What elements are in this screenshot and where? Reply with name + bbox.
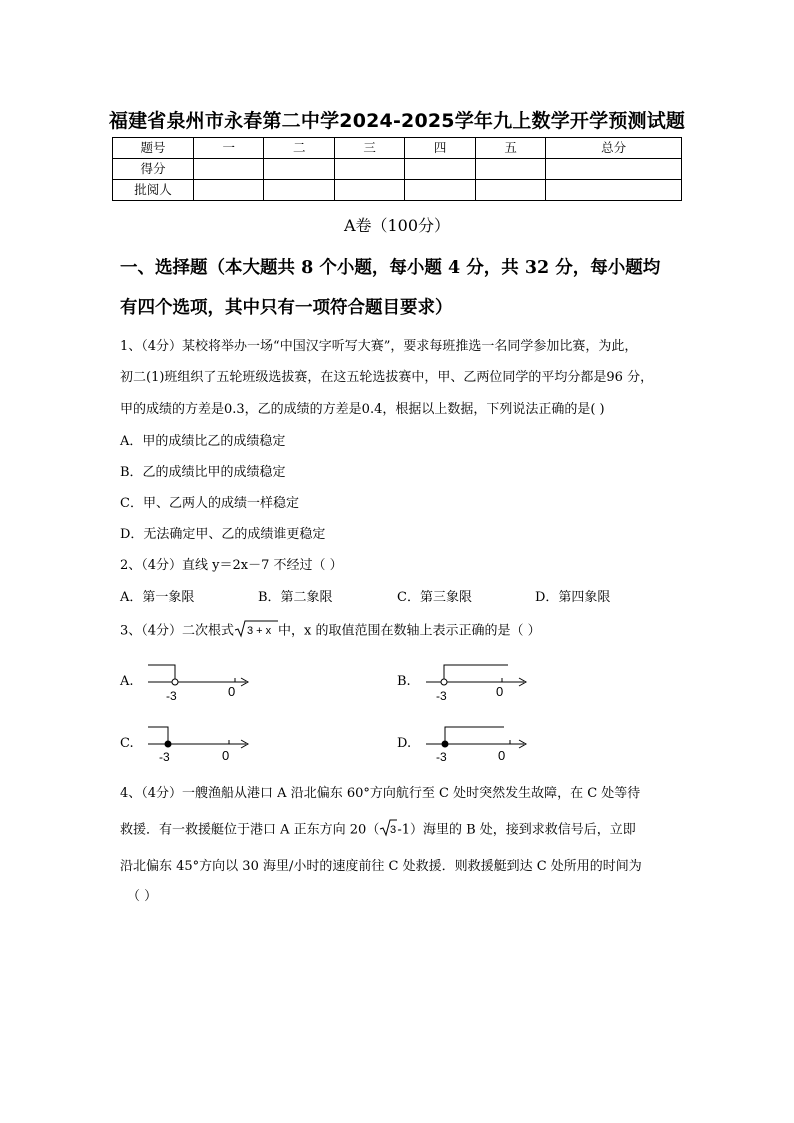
q1-line3: 甲的成绩的方差是0.3，乙的成绩的方差是0.4，根据以上数据，下列说法正确的是( ) xyxy=(120,402,605,417)
score-table-header xyxy=(113,138,682,159)
q1-option-c: C．甲、乙两人的成绩一样稳定 xyxy=(120,496,299,511)
q2-option-c: C．第三象限 xyxy=(397,590,472,605)
table-cell: 题号 xyxy=(113,138,194,159)
section-heading-line1: 一、选择题（本大题共 8 个小题，每小题 4 分，共 32 分，每小题均 xyxy=(120,258,661,278)
table-cell xyxy=(334,180,404,201)
q4-line4: （ ） xyxy=(127,889,158,904)
table-cell xyxy=(264,180,334,201)
q4-line2-pre: 救援．有一救援艇位于港口 A 正东方向 20（ xyxy=(120,822,380,838)
table-cell xyxy=(334,159,404,180)
table-cell: 四 xyxy=(405,138,475,159)
q3-stem-post: 中，x 的取值范围在数轴上表示正确的是（ ） xyxy=(278,623,541,639)
svg-text:0: 0 xyxy=(496,684,504,699)
table-cell: 总分 xyxy=(546,138,682,159)
svg-text:3 + x: 3 + x xyxy=(247,625,272,637)
score-table xyxy=(112,137,682,201)
number-line-b xyxy=(418,660,538,705)
svg-text:-3: -3 xyxy=(166,689,177,703)
table-cell: 二 xyxy=(264,138,334,159)
svg-text:0: 0 xyxy=(228,684,236,699)
table-cell xyxy=(194,180,264,201)
sqrt-3-plus-x xyxy=(234,619,278,643)
q2-option-d: D．第四象限 xyxy=(535,590,611,605)
q4-line1: 4、（4分）一艘渔船从港口 A 沿北偏东 60°方向航行至 C 处时突然发生故障，在 C 处等待 xyxy=(120,786,641,801)
q1-option-d: D．无法确定甲、乙的成绩谁更稳定 xyxy=(120,527,326,542)
table-row xyxy=(113,159,682,180)
table-cell xyxy=(264,159,334,180)
q1-line2: 初二(1)班组织了五轮班级选拔赛，在这五轮选拔赛中，甲、乙两位同学的平均分都是96 分， xyxy=(120,370,654,385)
q2-stem: 2、（4分）直线 y＝2x－7 不经过（ ） xyxy=(120,558,343,573)
q3-option-a-label: A. xyxy=(120,674,134,689)
q2-option-a: A．第一象限 xyxy=(120,590,195,605)
q3-option-b-label: B. xyxy=(397,674,411,689)
sqrt-3 xyxy=(379,818,397,842)
q3-option-d-label: D. xyxy=(397,736,412,751)
table-cell: 得分 xyxy=(113,159,194,180)
q4-line2 xyxy=(120,818,636,842)
table-cell: 三 xyxy=(334,138,404,159)
svg-text:-3: -3 xyxy=(436,689,447,703)
number-line-d xyxy=(418,722,538,767)
table-cell: 批阅人 xyxy=(113,180,194,201)
svg-text:0: 0 xyxy=(222,748,230,763)
svg-text:3: 3 xyxy=(390,824,397,836)
q3-option-c-label: C. xyxy=(120,736,134,751)
table-cell: 一 xyxy=(194,138,264,159)
section-subtitle: A卷（100分） xyxy=(343,216,451,235)
table-cell xyxy=(546,159,682,180)
table-row xyxy=(113,180,682,201)
svg-text:0: 0 xyxy=(498,748,506,763)
table-cell xyxy=(475,159,545,180)
table-cell: 五 xyxy=(475,138,545,159)
q1-line1: 1、（4分）某校将举办一场“中国汉字听写大赛”，要求每班推选一名同学参加比赛，为此， xyxy=(120,339,638,354)
q4-line3: 沿北偏东 45°方向以 30 海里/小时的速度前往 C 处救援．则救援艇到达 C 处所用的时间为 xyxy=(120,859,642,874)
q4-line2-post: -1）海里的 B 处，接到求救信号后，立即 xyxy=(397,822,636,838)
q1-option-b: B．乙的成绩比甲的成绩稳定 xyxy=(120,465,286,480)
svg-text:-3: -3 xyxy=(436,750,447,764)
q3-stem xyxy=(120,619,541,643)
table-cell xyxy=(405,159,475,180)
q3-stem-pre: 3、（4分）二次根式 xyxy=(120,623,235,639)
table-cell xyxy=(405,180,475,201)
q2-option-b: B．第二象限 xyxy=(258,590,333,605)
number-line-c xyxy=(140,722,260,767)
table-cell xyxy=(194,159,264,180)
q1-option-a: A．甲的成绩比乙的成绩稳定 xyxy=(120,434,286,449)
exam-title: 福建省泉州市永春第二中学2024-2025学年九上数学开学预测试题 xyxy=(108,110,686,132)
number-line-a xyxy=(140,660,260,705)
table-cell xyxy=(475,180,545,201)
section-heading-line2: 有四个选项，其中只有一项符合题目要求） xyxy=(120,298,453,318)
svg-text:-3: -3 xyxy=(159,750,170,764)
table-cell xyxy=(546,180,682,201)
